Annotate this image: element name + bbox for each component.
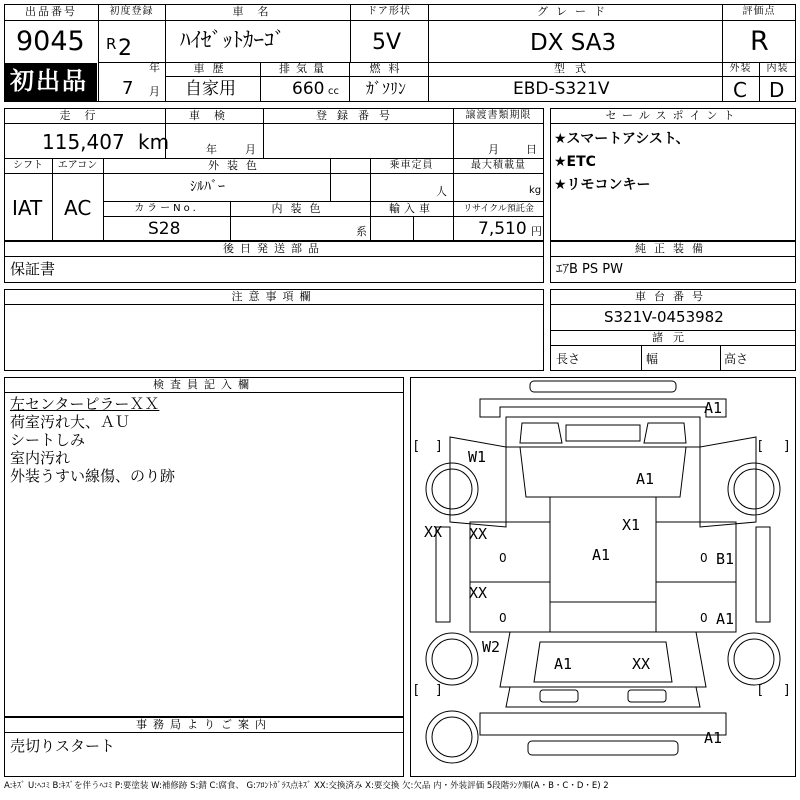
damage-code-a1-right-front-door: A1	[716, 610, 735, 628]
recycle-unit: 円	[531, 225, 542, 238]
month-unit: 月	[149, 85, 160, 98]
sales-point-3: ★リモコンキー	[554, 177, 651, 193]
load-label: 最大積載量	[471, 160, 526, 171]
import-label: 輸入車	[389, 202, 434, 215]
first-listing-badge-text: 初出品	[10, 67, 88, 95]
damage-code-w1: W1	[468, 448, 487, 466]
interior-label: 内装	[766, 63, 789, 74]
equipment-label: 純正装備	[635, 242, 711, 255]
lot-number-value: 9045	[16, 26, 85, 57]
details-table	[4, 108, 544, 241]
fuel-value: ｶﾞｿﾘﾝ	[366, 79, 407, 98]
damage-code-a1-center: A1	[592, 546, 611, 564]
transfer-month-unit: 月	[488, 143, 499, 156]
first-reg-label: 初度登録	[109, 6, 154, 17]
bracket-open-2: [	[758, 439, 764, 454]
bracket-close-3: ]	[436, 683, 442, 698]
capacity-unit: 人	[436, 185, 447, 198]
model-label: 型式	[554, 62, 596, 75]
damage-code-a1-front-bumper: A1	[704, 729, 723, 747]
mileage-label: 走行	[59, 109, 110, 122]
mileage-unit: km	[138, 130, 170, 154]
damage-code-xx-left: XX	[424, 523, 443, 541]
score-label: 評価点	[742, 6, 776, 17]
chassis-value: S321V-0453982	[604, 308, 724, 326]
displacement-label: 排気量	[279, 62, 330, 75]
score-value: R	[750, 26, 769, 57]
inspection-month-unit: 月	[245, 143, 256, 156]
legend-footer: A:ｷｽﾞ U:ﾍｺﾐ B:ｷｽﾞを伴うﾍｺﾐ P:要塗装 W:補修跡 S:錆 C:腐食、 G:ﾌﾛﾝﾄｶﾞﾗｽ点ｷｽﾞ XX:交換済み X:要交換 欠:欠品 内・外装評価 5段階ﾗﾝｸ順(A・B・C・D・E) 2	[4, 781, 609, 791]
dims-label: 諸元	[652, 331, 694, 344]
sales-points-label: セールスポイント	[605, 109, 741, 122]
damage-code-xx-hood-right: XX	[632, 655, 651, 673]
inspector-line-3: シートしみ	[10, 431, 86, 449]
height-label: 高さ	[724, 352, 749, 366]
door-value: 5V	[372, 30, 402, 55]
inspector-line-2: 荷室汚れ大、ＡＵ	[10, 413, 131, 431]
transfer-day-unit: 日	[526, 143, 537, 156]
damage-code-x1-roof: X1	[622, 516, 641, 534]
marker-zero-1: 0	[499, 551, 507, 565]
inspector-line-4: 室内汚れ	[10, 449, 71, 467]
year-value: 2	[118, 36, 132, 61]
damage-code-b1-right-rear-door: B1	[716, 550, 735, 568]
marker-zero-2: 0	[700, 551, 708, 565]
inspection-year-unit: 年	[206, 143, 217, 156]
notes-label: 注意事項欄	[231, 290, 317, 303]
month-value: 7	[122, 78, 134, 99]
office-label: 事務局よりご案内	[136, 718, 272, 731]
bracket-open-4: [	[758, 683, 764, 698]
shift-value: IAT	[12, 196, 43, 220]
interior-color-unit: 系	[356, 225, 367, 238]
capacity-label: 乗車定員	[389, 160, 434, 171]
car-name-label: 車名	[232, 5, 283, 18]
later-parts-value: 保証書	[10, 260, 56, 278]
registration-label: 登録番号	[316, 109, 400, 122]
marker-zero-4: 0	[700, 611, 708, 625]
width-label: 幅	[646, 352, 659, 366]
vehicle-diagram	[410, 377, 796, 777]
mileage-value: 115,407	[42, 130, 125, 154]
bracket-close-1: ]	[436, 439, 442, 454]
transfer-label: 譲渡書類期限	[465, 110, 532, 121]
displacement-value: 660	[292, 79, 325, 99]
inspector-label: 検査員記入欄	[153, 378, 255, 391]
bracket-open-1: [	[414, 439, 420, 454]
damage-code-xx-left-front-door: XX	[469, 584, 488, 602]
aircon-value: AC	[64, 196, 92, 220]
bracket-open-3: [	[414, 683, 420, 698]
damage-code-a1-hood-left: A1	[554, 655, 573, 673]
sales-point-1: ★スマートアシスト、	[554, 131, 690, 147]
grade-value: DX SA3	[530, 30, 617, 56]
bracket-close-4: ]	[784, 683, 790, 698]
damage-code-xx-rear-left-door: XX	[469, 525, 488, 543]
history-label: 車歴	[193, 62, 232, 75]
damage-code-roof-front: A1	[636, 470, 655, 488]
shift-label: シフト	[13, 160, 43, 171]
recycle-value: 7,510	[478, 219, 527, 239]
damage-code-w2: W2	[482, 638, 501, 656]
exterior-value: C	[733, 78, 747, 102]
equipment-value: ｴｱB PS PW	[556, 262, 623, 277]
era-label: R	[106, 35, 117, 53]
sales-point-2: ★ETC	[554, 154, 596, 170]
color-no-value: S28	[148, 219, 181, 239]
office-value: 売切りスタート	[10, 737, 116, 755]
year-unit: 年	[149, 61, 160, 74]
lot-number-label: 出品番号	[25, 5, 77, 18]
door-label: ドア形状	[367, 6, 411, 17]
model-value: EBD-S321V	[513, 79, 610, 99]
bracket-close-2: ]	[784, 439, 790, 454]
interior-value: D	[769, 78, 785, 102]
fuel-label: 燃料	[369, 62, 408, 75]
interior-color-label: 内装色	[271, 202, 329, 215]
exterior-label: 外装	[729, 63, 752, 74]
recycle-label: リサイクル預託金	[463, 204, 534, 214]
grade-label: グレード	[537, 5, 613, 18]
color-value: ｼﾙﾊﾞｰ	[190, 179, 225, 195]
inspector-line-1: 左センターピラーＸＸ	[10, 395, 160, 413]
displacement-unit: cc	[328, 86, 339, 97]
inspector-line-5: 外装うすい線傷、のり跡	[10, 467, 176, 485]
inspection-label: 車検	[189, 109, 239, 122]
sales-points-box	[550, 108, 796, 241]
car-name-value: ﾊｲｾﾞｯﾄｶｰｺﾞ	[180, 28, 285, 52]
load-unit: kg	[529, 185, 542, 196]
marker-zero-3: 0	[499, 611, 507, 625]
color-label: 外装色	[208, 159, 265, 172]
color-no-label: カラーNo.	[134, 203, 199, 214]
damage-code-rear-bumper: A1	[704, 399, 723, 417]
later-parts-label: 後日発送部品	[223, 242, 325, 255]
chassis-label: 車台番号	[635, 290, 711, 303]
length-label: 長さ	[556, 352, 581, 366]
history-value: 自家用	[185, 79, 236, 99]
aircon-label: エアコン	[57, 160, 98, 171]
